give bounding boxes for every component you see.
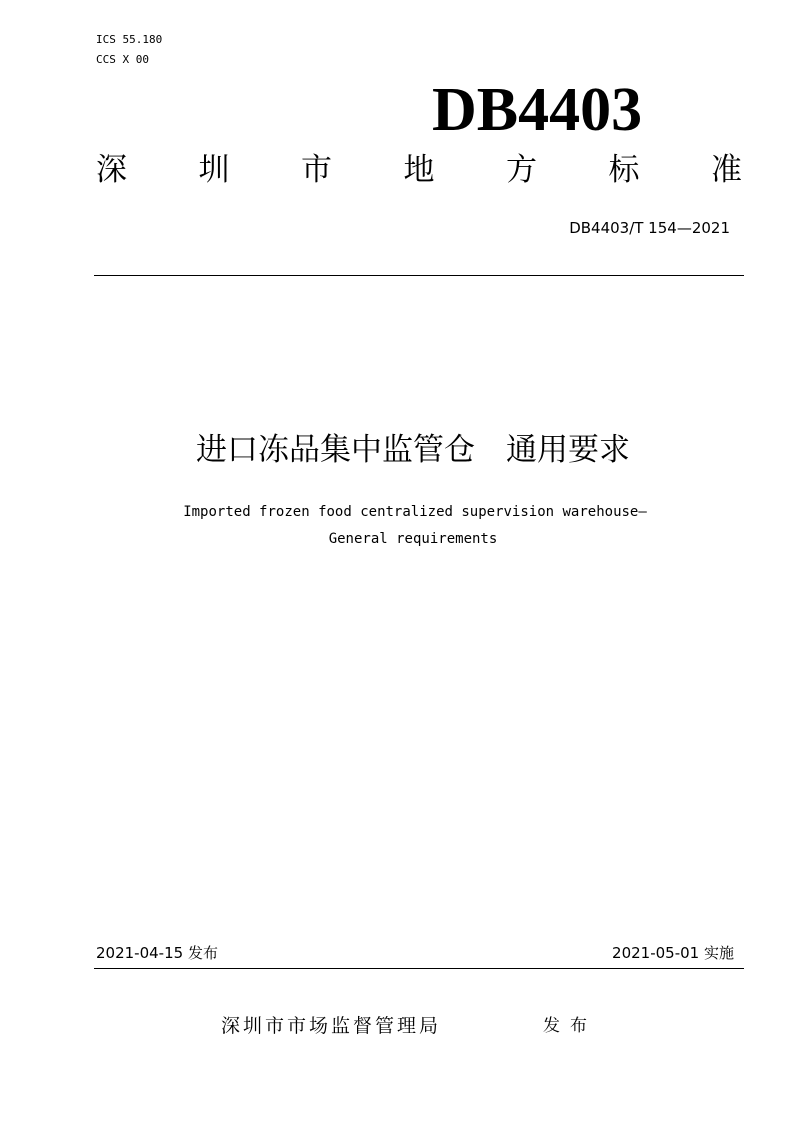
standard-number: DB4403/T 154—2021: [569, 219, 730, 237]
standard-type-char: 圳: [198, 152, 230, 188]
standard-type-char: 深: [96, 152, 127, 188]
ccs-code: CCS X 00: [96, 53, 149, 66]
issue-label: 发布: [543, 1016, 597, 1036]
ics-code: ICS 55.180: [96, 33, 163, 46]
standard-type-heading: [96, 150, 742, 190]
db-code: DB4403: [432, 76, 643, 144]
implementation-date: 2021-05-01 实施: [612, 944, 734, 962]
standard-type-char: 地: [403, 152, 435, 188]
title-english-line2: General requirements: [328, 531, 498, 547]
standard-type-char: 准: [711, 152, 742, 188]
standard-type-char: 标: [608, 152, 640, 188]
top-divider: [94, 275, 744, 276]
standard-type-char: 方: [506, 152, 537, 188]
title-chinese: 进口冻品集中监管仓 通用要求: [196, 432, 630, 468]
title-english-line1: Imported frozen food centralized supervision warehouse—: [183, 504, 647, 520]
bottom-divider: [94, 968, 744, 969]
issuing-authority: 深圳市市场监督管理局: [221, 1015, 442, 1037]
standard-type-char: 市: [301, 152, 332, 188]
issue-date: 2021-04-15 发布: [96, 944, 218, 962]
